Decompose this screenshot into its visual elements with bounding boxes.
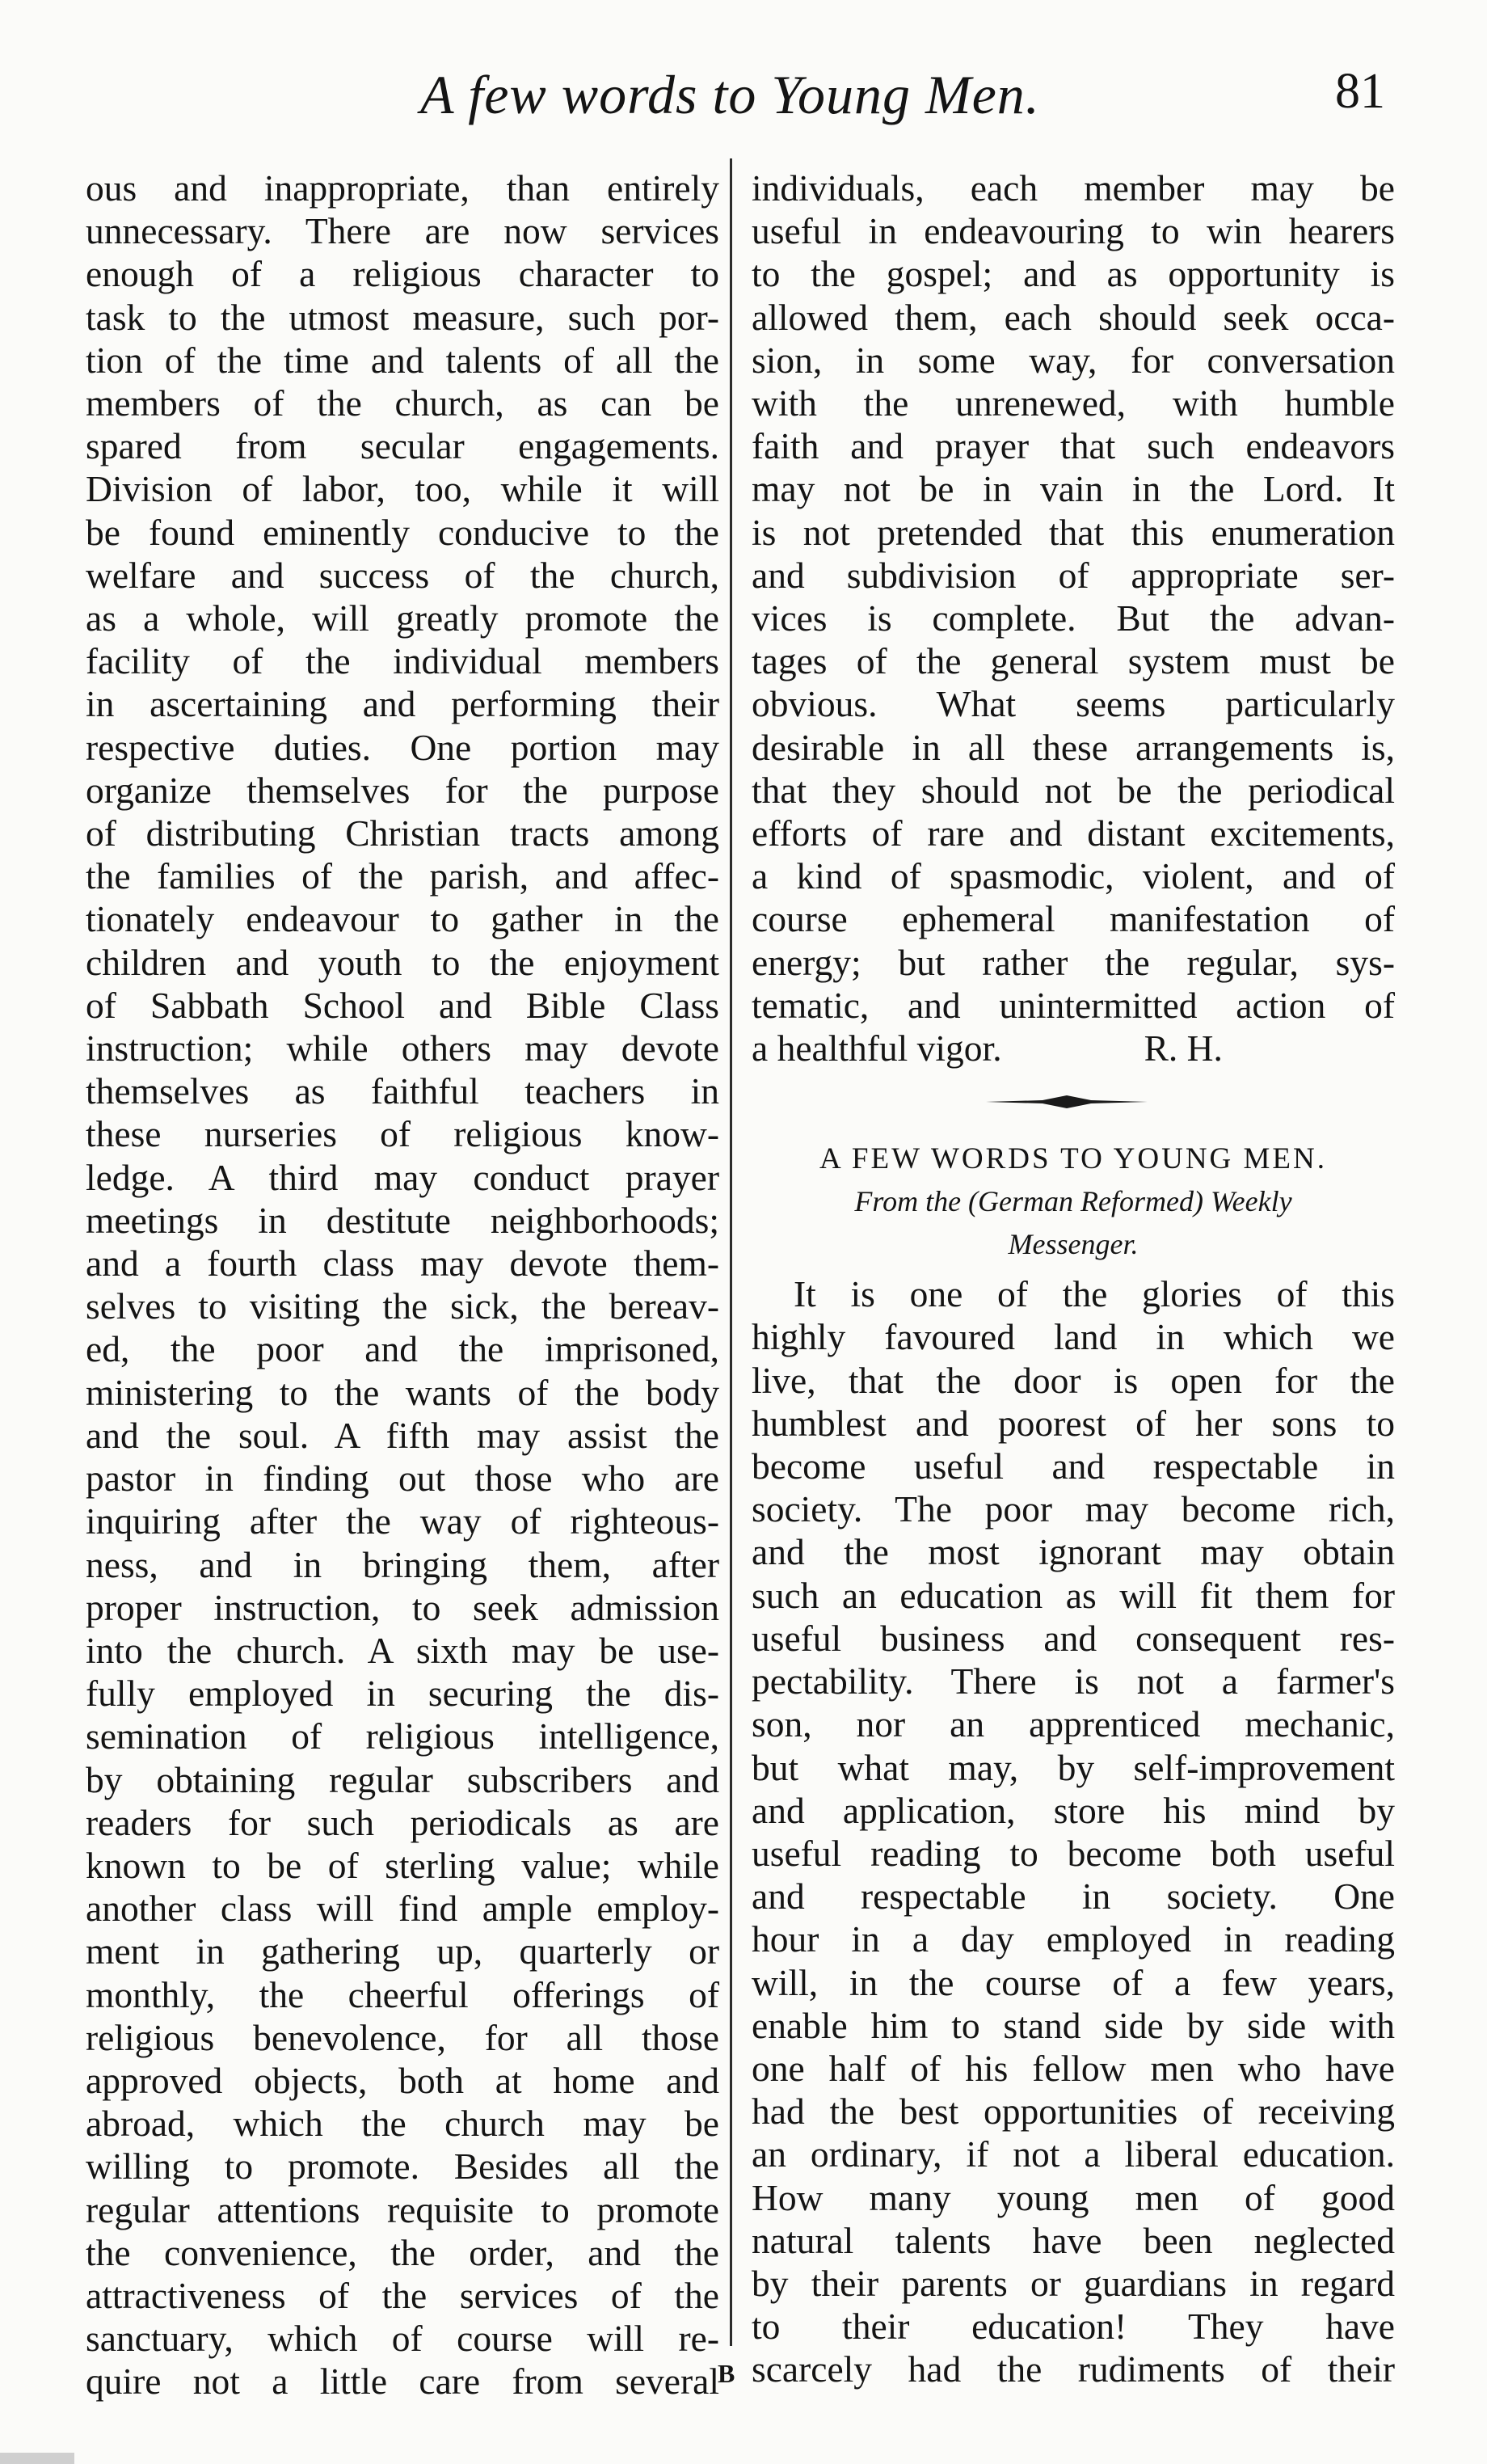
text-line: obvious. What seems particularly [752,683,1395,725]
text-line: desirable in all these arrangements is, [752,726,1395,768]
text-line: inquiring after the way of righteous- [86,1500,719,1542]
text-line: natural talents have been neglected [752,2219,1395,2261]
text-line: selves to visiting the sick, the bereav- [86,1285,719,1327]
text-line: ness, and in bringing them, after [86,1543,719,1585]
text-line: become useful and respectable in [752,1445,1395,1487]
text-line: individuals, each member may be [752,167,1395,209]
text-line: tematic, and unintermitted action of [752,984,1395,1026]
text-line: had the best opportunities of receiving [752,2091,1395,2133]
text-line: regular attentions requisite to promote [86,2188,719,2230]
text-line: sanctuary, which of course will re- [86,2318,719,2360]
text-line: allowed them, each should seek occa- [752,296,1395,338]
text-line: and the most ignorant may obtain [752,1531,1395,1573]
text-line: and subdivision of appropriate ser- [752,554,1395,596]
ornament-rule-icon [986,1094,1148,1110]
text-line: tion of the time and talents of all the [86,339,719,381]
text-line: useful in endeavouring to win hearers [752,210,1395,252]
text-line: scarcely had the rudiments of their [752,2348,1395,2390]
text-line: but what may, by self-improvement [752,1746,1395,1788]
text-line: humblest and poorest of her sons to [752,1402,1395,1444]
text-line: welfare and success of the church, [86,554,719,596]
signoff-text: a healthful vigor. [752,1027,1002,1070]
text-line: and a fourth class may devote them- [86,1243,719,1285]
text-line: known to be of sterling value; while [86,1844,719,1886]
left-column [86,167,719,2403]
text-line: facility of the individual members [86,640,719,682]
text-line: course ephemeral manifestation of [752,898,1395,940]
text-line: spared from secular engagements. [86,425,719,467]
article-title: A FEW WORDS TO YOUNG MEN. [819,1142,1327,1176]
text-line: monthly, the cheerful offerings of [86,1973,719,2015]
text-line: task to the utmost measure, such por- [86,296,719,338]
text-line: in ascertaining and performing their [86,683,719,725]
divider-ornament [752,1070,1395,1134]
text-line: useful business and consequent res- [752,1617,1395,1659]
text-line: and the soul. A fifth may assist the [86,1414,719,1456]
signoff-line [752,1027,1395,1070]
text-line: is not pretended that this enumeration [752,511,1395,553]
text-line: ledge. A third may conduct prayer [86,1156,719,1198]
text-line: tages of the general system must be [752,640,1395,682]
signature-mark: B [718,2359,735,2388]
text-line: into the church. A sixth may be use- [86,1629,719,1671]
text-line: willing to promote. Besides all the [86,2145,719,2188]
text-line: be found eminently conducive to the [86,511,719,553]
text-line: the convenience, the order, and the [86,2231,719,2273]
text-line: pectability. There is not a farmer's [752,1660,1395,1702]
text-line: another class will find ample employ- [86,1888,719,1930]
text-line: semination of religious intelligence, [86,1715,719,1757]
article-source-line1: From the (German Reformed) Weekly [854,1185,1292,1218]
text-line: themselves as faithful teachers in [86,1070,719,1112]
text-line: the families of the parish, and affec- [86,855,719,897]
text-line: unnecessary. There are now services [86,210,719,252]
text-line: a kind of spasmodic, violent, and of [752,855,1395,897]
text-line: of Sabbath School and Bible Class [86,984,719,1026]
text-line: readers for such periodicals as are [86,1801,719,1843]
text-line: and respectable in society. One [752,1875,1395,1918]
text-line: vices is complete. But the advan- [752,597,1395,639]
text-line: quire not a little care from several [86,2361,719,2403]
text-line: by obtaining regular subscribers and [86,1758,719,1800]
text-line: may not be in vain in the Lord. It [752,468,1395,510]
text-line: enough of a religious character to [86,253,719,295]
text-line: highly favoured land in which we [752,1316,1395,1358]
text-line: respective duties. One portion may [86,726,719,768]
text-line: one half of his fellow men who have [752,2047,1395,2089]
text-line: religious benevolence, for all those [86,2016,719,2058]
right-column-continuation [752,167,1395,1027]
text-line: ment in gathering up, quarterly or [86,1930,719,1972]
text-line: son, nor an apprenticed mechanic, [752,1703,1395,1745]
right-column [752,167,1395,2391]
text-line: energy; but rather the regular, sys- [752,941,1395,983]
text-line: ous and inappropriate, than entirely [86,167,719,209]
column-divider [730,158,732,2346]
text-line: by their parents or guardians in regard [752,2262,1395,2304]
text-line: as a whole, will greatly promote the [86,597,719,639]
page-number: 81 [1335,64,1385,119]
text-line: tionately endeavour to gather in the [86,898,719,940]
text-line: these nurseries of religious know- [86,1113,719,1155]
text-line: society. The poor may become rich, [752,1488,1395,1530]
text-line: an ordinary, if not a liberal education. [752,2133,1395,2175]
text-line: hour in a day employed in reading [752,1918,1395,1960]
text-line: enable him to stand side by side with [752,2004,1395,2046]
text-line: approved objects, both at home and [86,2059,719,2101]
text-line: children and youth to the enjoyment [86,941,719,983]
text-line: meetings in destitute neighborhoods; [86,1199,719,1241]
text-line: and application, store his mind by [752,1789,1395,1831]
text-line: attractiveness of the services of the [86,2274,719,2316]
text-line: pastor in finding out those who are [86,1458,719,1500]
article-source-line2: Messenger. [1008,1228,1139,1261]
text-line: organize themselves for the purpose [86,769,719,811]
text-line: members of the church, as can be [86,382,719,424]
scan-edge [0,2453,74,2464]
page-header [0,63,1487,144]
text-line: such an education as will fit them for [752,1574,1395,1616]
text-line: It is one of the glories of this [794,1273,1395,1315]
text-line: to their education! They have [752,2306,1395,2348]
text-line: ed, the poor and the imprisoned, [86,1328,719,1370]
text-line: efforts of rare and distant excitements, [752,812,1395,854]
text-line: with the unrenewed, with humble [752,382,1395,424]
text-line: fully employed in securing the dis- [86,1673,719,1715]
article-body [752,1272,1395,2390]
text-line: faith and prayer that such endeavors [752,425,1395,467]
text-line: proper instruction, to seek admission [86,1586,719,1628]
text-line: that they should not be the periodical [752,769,1395,811]
text-line: to the gospel; and as opportunity is [752,253,1395,295]
signoff-initials: R. H. [1144,1027,1223,1070]
text-line: ministering to the wants of the body [86,1371,719,1413]
running-title: A few words to Young Men. [420,64,1040,125]
text-line: instruction; while others may devote [86,1027,719,1070]
text-line: will, in the course of a few years, [752,1961,1395,2003]
text-line: abroad, which the church may be [86,2103,719,2145]
text-line: useful reading to become both useful [752,1832,1395,1874]
text-line: sion, in some way, for conversation [752,339,1395,381]
text-line: How many young men of good [752,2176,1395,2218]
text-line: live, that the door is open for the [752,1359,1395,1401]
text-line: of distributing Christian tracts among [86,812,719,854]
text-line: Division of labor, too, while it will [86,468,719,510]
